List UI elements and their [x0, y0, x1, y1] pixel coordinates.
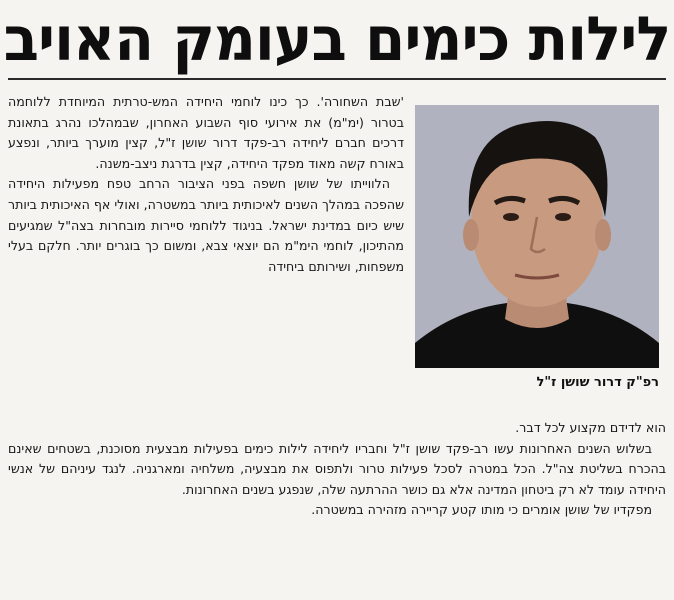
article-paragraph-3: בשלוש השנים האחרונות עשו רב-פקד שושן ז"ל וחבריו ליחידה לילות כימים בפעילות מבצעית מסוכנת, בשטחים שאינם בהכרח בשליטת צה"ל. הכל במטרה לסכל פעילות טרור ולתפוס את מבצעיה, משלחיה ומארגניה. לנגד עיניהם של אנשי היחידה עומד לא רק ביטחון המדינה אלא גם כושר ההרתעה שלה, שנפגע בשנים האחרונות. [8, 440, 666, 497]
portrait-photo [415, 105, 659, 368]
article-full-width [8, 418, 666, 521]
headline: לילות כימים בעומק האויב [3, 3, 671, 75]
photo-caption: רפ"ק דרור שושן ז"ל [536, 375, 659, 390]
headline-rule [8, 78, 666, 80]
portrait-illustration [415, 105, 659, 368]
article-paragraph-2: הלווייתו של שושן חשפה בפני הציבור הרחב טפח מפעילות היחידה שהפכה במהלך השנים לאיכותית ביותר במשטרה, ואולי אף האיכותית ביותר שיש כיום במדינת ישראל. בניגוד ללוחמי סיירות מובחרות בצה"ל שמגיעים מהתיכון, לוחמי הימ"מ הם יוצאי צבא, ומשום כך בוגרים יותר. חלקם בעלי משפחות, ושירותם ביחידה [8, 176, 404, 274]
article-paragraph-4: מפקדיו של שושן אומרים כי מותו קטע קריירה מזהירה במשטרה. [311, 502, 652, 518]
article-paragraph-2-continued: הוא לדידם מקצוע לכל דבר. [515, 420, 666, 435]
article-column [8, 92, 404, 277]
article-paragraph-1: 'שבת השחורה'. כך כינו לוחמי היחידה המש-טרתית המיוחדת ללוחמה בטרור (ימ"מ) את אירועי סוף השבוע האחרון, שבמהלכו נהרג בתאונת דרכים חברם ליחידה רב-פקד דרור שושן ז"ל, קצין מוערך ביותר, ונפצע באורח קשה מאוד מפקד היחידה, קצין בדרגת ניצב-משנה. [8, 94, 404, 171]
